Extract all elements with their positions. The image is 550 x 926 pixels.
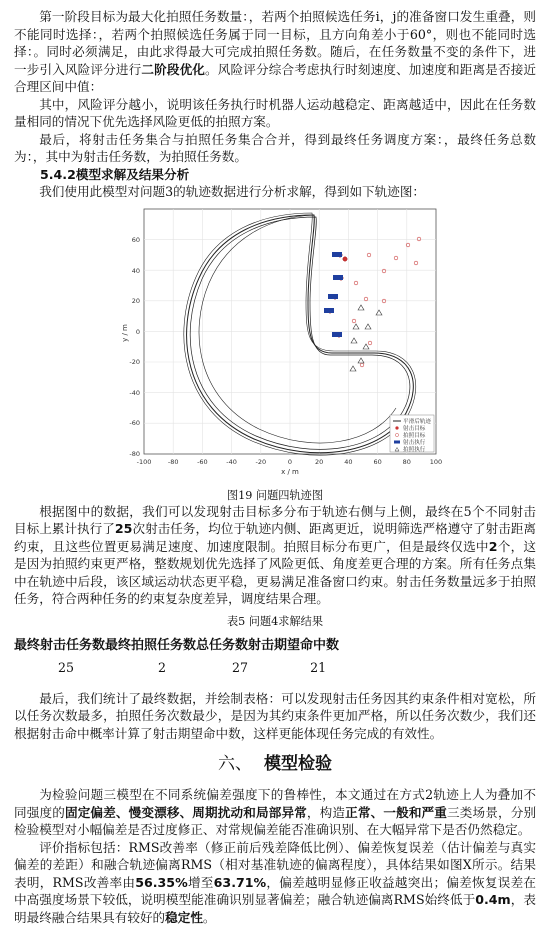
section-heading-5-4-2: 5.4.2模型求解及结果分析 [40, 166, 536, 184]
paragraph-figure-intro: 我们使用此模型对问题3的轨迹数据进行分析求解，得到如下轨迹图： [14, 183, 536, 201]
paragraph-text: 。 [203, 910, 216, 925]
x-axis-label: x / m [281, 468, 299, 476]
table-cell-expected-hits: 21 [310, 659, 326, 676]
paragraph-analysis [14, 503, 536, 608]
x-tick-label: 0 [288, 458, 292, 466]
trajectory-plot [14, 203, 536, 488]
trajectory-lines [184, 213, 416, 455]
section-name: 模型检验 [264, 754, 332, 774]
bold-number: 63.71% [214, 875, 266, 890]
photo-executions [350, 305, 382, 371]
bold-number: 25 [115, 521, 133, 536]
paragraph-text: 评价指标包括：RMS改善率（修正前后残差降低比例）、偏差恢复误差（估计偏差与真实偏差的差距）和融合轨迹偏离RMS（相对基准轨迹的偏离程度），具体结果如图X所示。结果表明，RMS改善率由 [14, 840, 536, 890]
bold-number: 2 [489, 539, 498, 554]
trajectory-figure [14, 203, 536, 503]
photo-targets [352, 237, 421, 367]
plot-legend [390, 415, 434, 453]
legend-label: 射击执行 [403, 438, 426, 446]
paragraph-text: 个，这是因为拍照约束更严格，整数规划优先选择了风险更低、角度差更合理的方案。所有任务点集中在轨迹中后段，该区域运动状态更平稳，更易满足准备窗口约束。射击任务数量远多于拍照任务，符合两种任务的约束复杂度差异，调度结果合理。 [14, 539, 536, 607]
y-tick-label: 20 [132, 297, 140, 305]
bold-term: 固定偏差、慢变漂移、周期扰动和局部异常 [65, 805, 307, 820]
y-axis-label: y / m [121, 323, 129, 341]
y-tick-label: 0 [136, 328, 140, 336]
y-tick-label: 40 [132, 267, 140, 275]
paragraph-text: 根据图中的数据，我们可以发现射击目标多分布于轨迹右侧与上侧，最终在5个不同射击目标上累计执行了 [14, 504, 536, 537]
y-tick-label: -20 [129, 358, 140, 366]
bold-number: 56.35% [135, 875, 187, 890]
paragraph-text: ，偏差越明显修正收益越突出；偏差恢复误差在中高强度场景下较低，说明模型能准确识别显著偏差；融合轨迹偏离RMS始终低于 [14, 875, 536, 908]
table-cell-total-tasks: 27 [232, 659, 248, 676]
x-tick-label: 80 [403, 458, 411, 466]
table-value-row [14, 659, 536, 676]
bold-term: 正常、一般和严重 [345, 805, 447, 820]
paragraph-validation-method [14, 786, 536, 839]
x-tick-label: -100 [137, 458, 152, 466]
paragraph-text: ，表明最终融合结果具有较好的 [14, 892, 536, 925]
legend-label: 平滑后轨迹 [403, 417, 431, 425]
bold-number: 0.4m [475, 892, 510, 907]
table-caption: 表5 问题4求解结果 [14, 614, 536, 629]
y-tick-label: 60 [132, 236, 140, 244]
legend-label: 拍照目标 [403, 431, 426, 439]
paragraph-evaluation [14, 839, 536, 926]
x-tick-label: -80 [168, 458, 179, 466]
shooting-executions [324, 252, 343, 337]
paragraph-merge: 最后，将射击任务集合与拍照任务集合合并，得到最终任务调度方案：，最终任务总数为：，其中为射击任务数，为拍照任务数。 [14, 131, 536, 166]
x-tick-label: 20 [315, 458, 323, 466]
paragraph-text: 为检验问题三模型在不同系统偏差强度下的鲁棒性，本文通过在方式2轨迹上人为叠加不同强度的 [14, 787, 536, 820]
paragraph-risk-score: 其中，风险评分越小，说明该任务执行时机器人运动越稳定、距离越适中，因此在任务数量相同的情况下优先选择风险更低的拍照方案。 [14, 96, 536, 131]
paragraph-text: ，构造 [307, 805, 345, 820]
section-title-model-validation [14, 752, 536, 776]
paragraph-text: 增至 [188, 875, 214, 890]
table-header-row: 最终射击任务数最终拍照任务数总任务数射击期望命中数 [14, 637, 536, 655]
paragraph-text: 第一阶段目标为最大化拍照任务数量：，若两个拍照候选任务i，j的准备窗口发生重叠，则不能同时选择：，若两个拍照候选任务属于同一目标，且方向角差小于60°，则也不能同时选择：。同时必须满足，由此求得最大可完成拍照任务数。随后，在任务数量不变的条件下，进一步引入风险评分进行 [14, 9, 536, 77]
x-tick-label: 100 [430, 458, 442, 466]
paragraph-text: 次射击任务，均位于轨迹内侧、距离更近，说明筛选严格遵守了射击距离约束，且这些位置更易满足速度、加速度限制。拍照目标分布更广，但是最终仅选中 [14, 521, 536, 554]
y-tick-label: -60 [129, 419, 140, 427]
x-tick-label: -20 [255, 458, 266, 466]
bold-term: 二阶段优化 [141, 62, 205, 77]
paragraph-text: 。风险评分综合考虑执行时刻速度、加速度和距离是否接近合理区间中值： [14, 62, 536, 95]
figure-caption: 图19 问题四轨迹图 [14, 488, 536, 503]
bold-term: 稳定性 [165, 910, 203, 925]
y-tick-label: -80 [129, 450, 140, 458]
y-tick-label: -40 [129, 389, 140, 397]
table-cell-shooting-tasks: 25 [58, 659, 74, 676]
x-tick-label: -40 [226, 458, 237, 466]
table-cell-photo-tasks: 2 [158, 659, 166, 676]
paragraph-stage-one [14, 8, 536, 96]
x-tick-label: 60 [373, 458, 381, 466]
legend-label: 射击目标 [403, 424, 426, 432]
legend-label: 拍照执行 [403, 445, 426, 453]
x-tick-label: -60 [197, 458, 208, 466]
x-tick-label: 40 [344, 458, 352, 466]
paragraph-summary: 最后，我们统计了最终数据，并绘制表格：可以发现射击任务因其约束条件相对宽松，所以任务次数最多，拍照任务次数最少，是因为其约束条件更加严格，所以任务次数少，我们还根据射击命中概率计算了射击期望命中数，这样更能体现任务完成的有效性。 [14, 690, 536, 743]
section-number: 六、 [218, 754, 252, 774]
paragraph-text: 三类场景，分别检验模型对小幅偏差是否过度修正、对常规偏差能否准确识别、在大幅异常下是否仍然稳定。 [14, 805, 536, 838]
